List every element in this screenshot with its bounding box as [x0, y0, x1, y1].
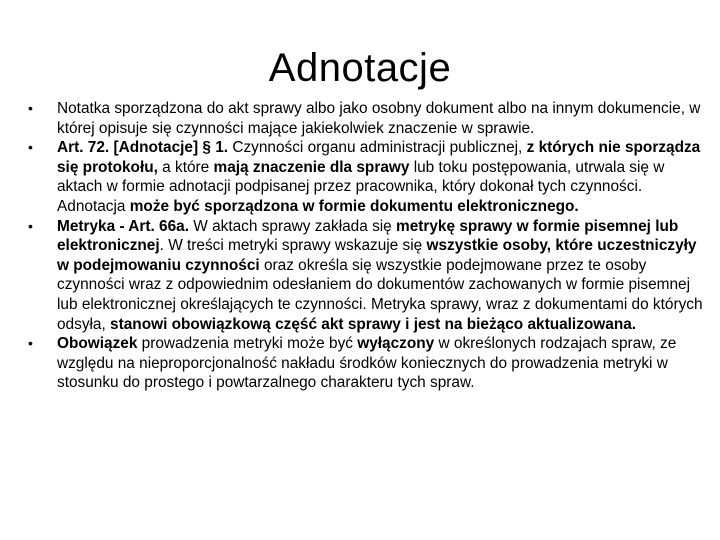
text-run: W aktach sprawy zakłada się [189, 217, 397, 235]
bold-text-run: z których nie sporządza się protokołu, [57, 139, 701, 176]
bold-text-run: Obowiązek [57, 335, 138, 353]
bullet-list [28, 99, 708, 393]
text-run: a które [157, 158, 214, 176]
text-run: Czynności organu administracji publicznej, [232, 139, 527, 157]
text-run: oraz określa się wszystkie podejmowane przez te osoby czynności wraz z odpowiednim odesłaniem do dokumentów zachowanych w formie pisemnej lub elektronicznej określających te czynności. Metryka sprawy, wraz z dokumentami do których odsyła, [57, 256, 703, 333]
bold-text-run: wyłączony [357, 335, 435, 353]
bullet-icon: • [28, 217, 33, 234]
text-run: . W treści metryki sprawy wskazuje się [159, 237, 427, 255]
bullet-icon: • [28, 335, 33, 352]
list-item [28, 99, 708, 138]
bold-text-run: wszystkie osoby, które uczestniczyły w podejmowaniu czynności [57, 237, 697, 274]
text-run: lub toku postępowania, utrwala się w aktach w formie adnotacji podpisanej przez pracownika, który dokonał tych czynności. Adnotacja [57, 158, 665, 215]
text-run: Notatka sporządzona do akt sprawy albo jako osobny dokument albo na innym dokumencie, w której opisuje się czynności mające jakiekolwiek znaczenie w sprawie. [57, 100, 701, 137]
bold-text-run: mają znaczenie dla sprawy [213, 158, 410, 176]
slide-title: Adnotacje [268, 46, 452, 90]
list-item [28, 138, 708, 216]
text-run: w określonych rodzajach spraw, ze względu na nieproporcjonalność nakładu środków koniecznych do prowadzenia metryki w stosunku do prostego i powtarzalnego charakteru tych spraw. [57, 335, 677, 392]
bullet-icon: • [28, 100, 33, 116]
bold-text-run: Metryka - Art. 66a. [57, 217, 190, 235]
bold-text-run: Art. 72. [Adnotacje] § 1. [57, 139, 233, 157]
bold-text-run: stanowi obowiązkową część akt sprawy i jest na bieżąco aktualizowana. [110, 315, 637, 333]
list-item [28, 334, 708, 393]
bold-text-run: może być sporządzona w formie dokumentu elektronicznego. [129, 197, 579, 215]
bullet-icon: • [28, 139, 33, 156]
bold-text-run: metrykę sprawy w formie pisemnej lub elektronicznej [57, 217, 679, 255]
list-item [28, 217, 708, 335]
text-run: prowadzenia metryki może być [137, 335, 358, 353]
